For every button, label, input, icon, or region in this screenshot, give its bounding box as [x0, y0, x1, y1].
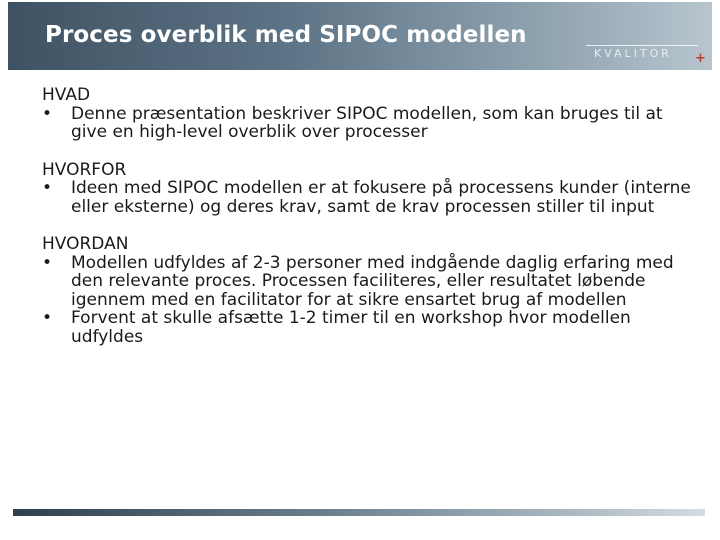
slide-body: [42, 86, 692, 346]
bullet-icon: •: [42, 178, 53, 198]
bullet-icon: •: [42, 103, 53, 124]
section-hvad: [42, 86, 692, 142]
logo-text: KVALITOR: [594, 47, 672, 60]
slide-title: Proces overblik med SIPOC modellen: [45, 22, 527, 48]
bullet-item: [42, 254, 692, 310]
bullet-text: Modellen udfyldes af 2-3 personer med indgående daglig erfaring med den relevante proces. Processen faciliteres, eller resultatet løbende igennem med en facilitator for at sikre ensartet brug af modellen: [71, 252, 674, 310]
section-heading: HVAD: [42, 85, 91, 105]
kvalitor-logo: [586, 45, 706, 69]
footer-bar: [13, 509, 705, 516]
bullet-item: [42, 179, 692, 216]
logo-line: [586, 45, 698, 46]
bullet-icon: •: [42, 308, 53, 328]
section-hvordan: [42, 235, 692, 346]
section-heading: HVORFOR: [42, 159, 127, 180]
logo-plus-icon: +: [695, 51, 706, 66]
bullet-text: Forvent at skulle afsætte 1-2 timer til en workshop hvor modellen udfyldes: [71, 308, 631, 347]
bullet-item: [42, 105, 692, 142]
bullet-icon: •: [42, 252, 53, 273]
title-banner: [8, 2, 712, 70]
bullet-text: Denne præsentation beskriver SIPOC modellen, som kan bruges til at give en high-level overblik over processer: [71, 103, 663, 142]
section-hvorfor: [42, 161, 692, 217]
section-heading: HVORDAN: [42, 234, 129, 254]
bullet-item: [42, 309, 692, 346]
bullet-text: Ideen med SIPOC modellen er at fokusere på processens kunder (interne eller eksterne) og deres krav, samt de krav processen stiller til input: [71, 178, 691, 217]
